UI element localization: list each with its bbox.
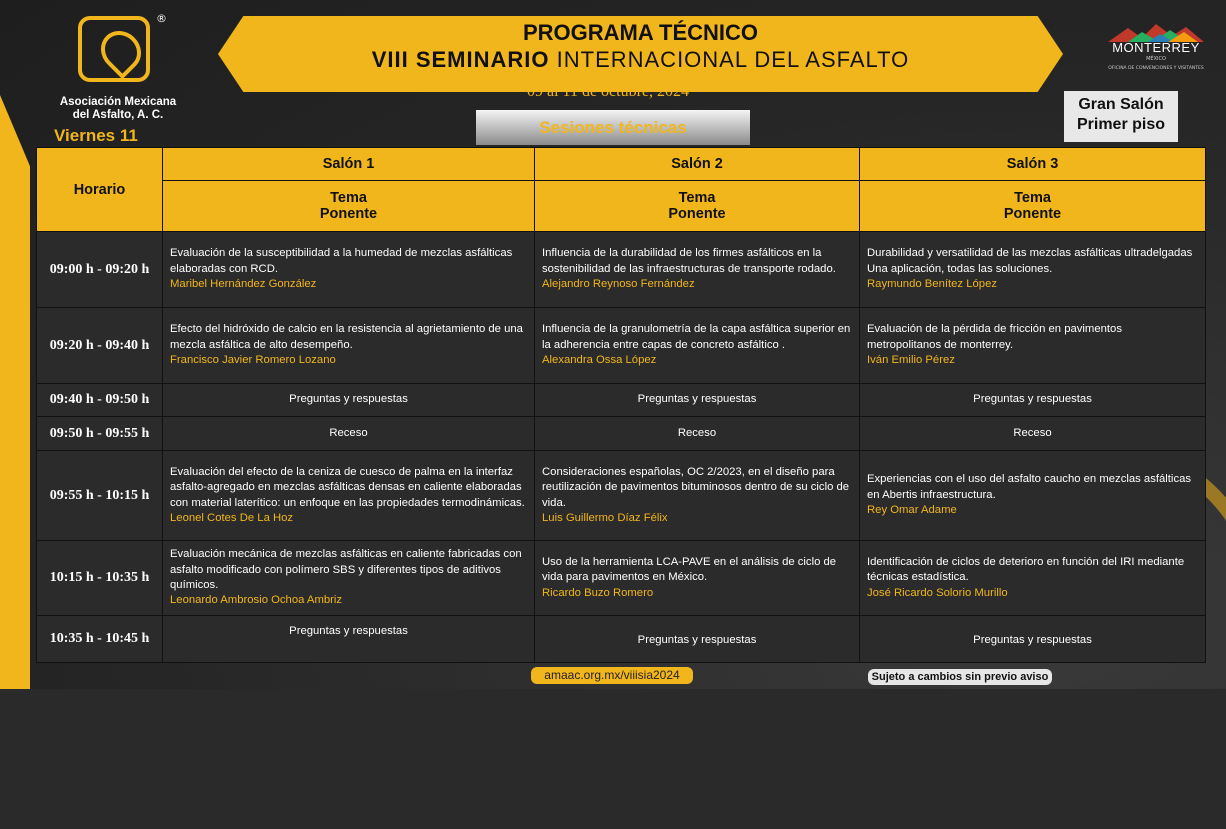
city-sub: MÉXICO [1146, 56, 1166, 62]
speaker-name: José Ricardo Solorio Murillo [867, 586, 1008, 599]
subtitle-bold: VIII SEMINARIO [371, 47, 550, 72]
talk-title: Evaluación de la pérdida de fricción en pavimentos metropolitanos de monterrey. [867, 323, 1122, 351]
session-cell [860, 308, 1206, 384]
time-slot: 10:35 h - 10:45 h [37, 616, 163, 663]
room-header: Salón 3 [860, 148, 1206, 181]
talk-title: Influencia de la granulometría de la capa asfáltica superior en la adherencia entre capas de concreto asfáltico . [542, 323, 851, 351]
room-header: Salón 1 [163, 148, 535, 181]
table-row [37, 232, 1206, 308]
org-name-line1: Asociación Mexicana [59, 96, 177, 108]
qa-cell: Preguntas y respuestas [860, 384, 1206, 417]
speaker-name: Raymundo Benítez López [867, 278, 997, 291]
talk-title: Identificación de ciclos de deterioro en función del IRI mediante técnicas estadística. [867, 555, 1185, 584]
session-cell [860, 451, 1206, 541]
session-cell [860, 232, 1206, 308]
table-row [37, 616, 1206, 663]
venue-line2: Primer piso [1076, 116, 1166, 133]
session-cell [535, 541, 860, 616]
city-name: MONTERREY [1112, 40, 1200, 55]
horario-header: Horario [37, 148, 163, 232]
talk-title: Efecto del hidróxido de calcio en la resistencia al agrietamiento de una mezcla asfáltica de alto desempeño. [170, 323, 523, 351]
sessions-label: Sesiones técnicas [476, 110, 750, 145]
city-tag: OFICINA DE CONVENCIONES Y VISITANTES [1108, 66, 1204, 71]
speaker-name: Ricardo Buzo Romero [542, 586, 654, 599]
schedule-table [36, 147, 1206, 663]
qa-cell: Preguntas y respuestas [860, 616, 1206, 663]
talk-title: Influencia de la durabilidad de los firmes asfálticos en la sostenibilidad de las infraestructuras de transporte rodado. [542, 247, 836, 275]
talk-title: Consideraciones españolas, OC 2/2023, en el diseño para reutilización de pavimentos bituminosos dentro de su ciclo de vida. [542, 465, 850, 509]
decorative-stripe [0, 95, 30, 689]
session-cell [535, 308, 860, 384]
session-cell [860, 541, 1206, 616]
session-cell [535, 232, 860, 308]
venue-line1: Gran Salón [1078, 96, 1164, 113]
session-cell [163, 232, 535, 308]
sub-header-tema: Tema [330, 190, 367, 206]
break-cell: Receso [163, 417, 535, 451]
talk-title: Durabilidad y versatilidad de las mezclas asfálticas ultradelgadas [867, 247, 1193, 260]
sub-header [860, 181, 1206, 232]
venue-box [1064, 91, 1178, 142]
time-slot: 10:15 h - 10:35 h [37, 541, 163, 616]
sub-header-ponente: Ponente [668, 206, 726, 222]
break-cell: Receso [860, 417, 1206, 451]
time-slot: 09:55 h - 10:15 h [37, 451, 163, 541]
speaker-name: Francisco Javier Romero Lozano [170, 354, 336, 367]
table-row [37, 308, 1206, 384]
disclaimer-badge: Sujeto a cambios sin previo aviso [868, 669, 1052, 685]
speaker-name: Iván Emilio Pérez [867, 354, 955, 367]
session-cell [163, 541, 535, 616]
session-cell [163, 308, 535, 384]
speaker-name: Rey Omar Adame [867, 504, 957, 517]
table-row [37, 541, 1206, 616]
talk-title: Evaluación de la susceptibilidad a la humedad de mezclas asfálticas elaboradas con RCD. [170, 247, 513, 275]
subtitle-rest: INTERNACIONAL DEL ASFALTO [556, 47, 910, 72]
sub-header-ponente: Ponente [1003, 206, 1062, 222]
org-name-line2: del Asfalto, A. C. [72, 109, 164, 121]
sub-header-tema: Tema [1014, 190, 1051, 206]
qa-cell: Preguntas y respuestas [163, 384, 535, 417]
sub-header-tema: Tema [678, 190, 716, 206]
time-slot: 09:00 h - 09:20 h [37, 232, 163, 308]
talk-title: Evaluación del efecto de la ceniza de cuesco de palma en la interfaz asfalto-agregado en mezclas asfálticas densas en caliente elaboradas con material laterítico: un enfoque en las propiedades termodinámicas. [170, 465, 525, 509]
qa-cell: Preguntas y respuestas [535, 616, 860, 663]
talk-title: Uso de la herramienta LCA-PAVE en el análisis de ciclo de vida para pavimentos en México. [542, 555, 837, 584]
speaker-name: Leonardo Ambrosio Ochoa Ambriz [170, 594, 343, 607]
table-row [37, 384, 1206, 417]
org-name [40, 96, 196, 122]
event-dates: 09 al 11 de octubre, 2024 [526, 83, 690, 100]
website-link[interactable]: amaac.org.mx/viiisia2024 [531, 667, 693, 684]
room-header: Salón 2 [535, 148, 860, 181]
talk-title-2: Una aplicación, todas las soluciones. [867, 262, 1053, 275]
sub-header [163, 181, 535, 232]
page-title: PROGRAMA TÉCNICO [522, 20, 759, 45]
time-slot: 09:40 h - 09:50 h [37, 384, 163, 417]
amaac-logo-icon [78, 16, 150, 82]
talk-title: Experiencias con el uso del asfalto caucho en mezclas asfálticas en Abertis infraestructura. [867, 473, 1192, 501]
qa-cell: Preguntas y respuestas [163, 616, 535, 663]
sub-header [535, 181, 860, 232]
speaker-name: Luis Guillermo Díaz Félix [542, 511, 668, 524]
speaker-name: Leonel Cotes De La Hoz [170, 511, 294, 524]
page-subtitle [218, 47, 1063, 73]
speaker-name: Alejandro Reynoso Fernández [542, 278, 695, 291]
table-row [37, 417, 1206, 451]
time-slot: 09:50 h - 09:55 h [37, 417, 163, 451]
break-cell: Receso [535, 417, 860, 451]
registered-mark: ® [156, 12, 167, 25]
session-cell [535, 451, 860, 541]
talk-title: Evaluación mecánica de mezclas asfálticas en caliente fabricadas con asfalto modificado con polímero SBS y diferentes tipos de aditivos químicos. [170, 548, 522, 591]
qa-cell: Preguntas y respuestas [535, 384, 860, 417]
speaker-name: Maribel Hernández González [170, 278, 317, 291]
time-slot: 09:20 h - 09:40 h [37, 308, 163, 384]
sub-header-ponente: Ponente [319, 206, 378, 222]
day-label: Viernes 11 [54, 126, 138, 145]
table-row [37, 451, 1206, 541]
session-cell [163, 451, 535, 541]
speaker-name: Alexandra Ossa López [542, 354, 657, 367]
